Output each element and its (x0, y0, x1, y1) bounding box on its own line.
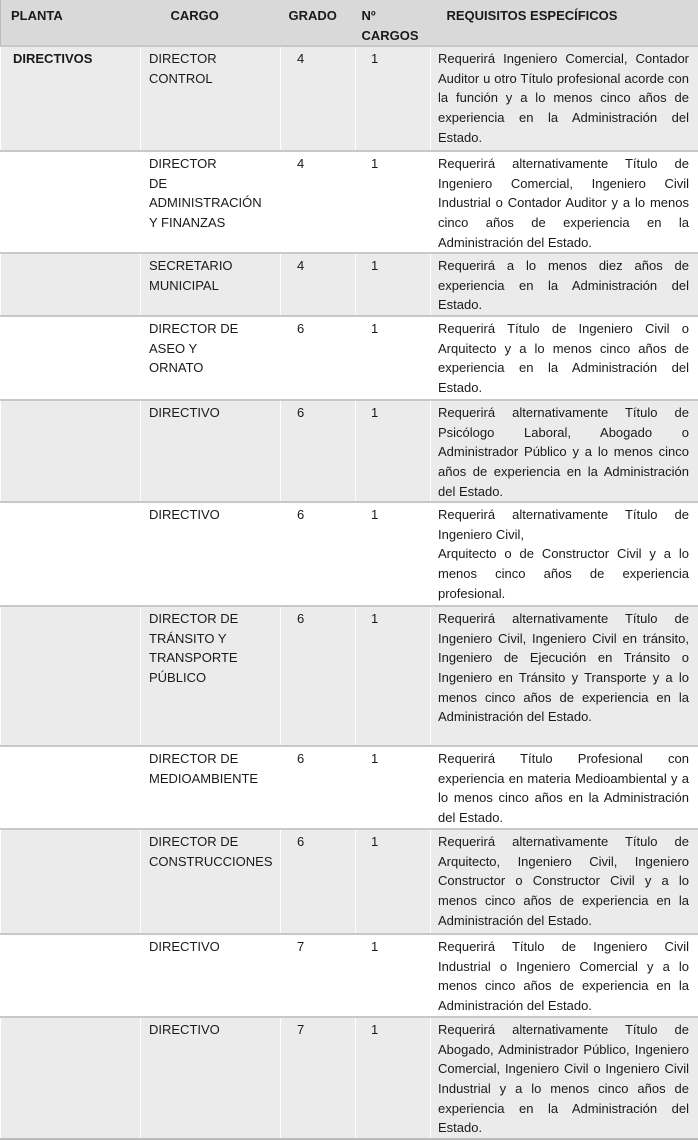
planta-cell (1, 934, 141, 1017)
table-row (1, 400, 698, 502)
table-row (1, 316, 698, 400)
planta-cell (1, 502, 141, 606)
cargo-cell: SECRETARIO MUNICIPAL (141, 253, 281, 316)
cargo-cell: DIRECTOR DE TRÁNSITO Y TRANSPORTE PÚBLICO (141, 606, 281, 746)
grado-cell: 6 (281, 829, 356, 934)
grado-cell: 4 (281, 253, 356, 316)
table-row (1, 502, 698, 606)
num-cargos-cell: 1 (356, 151, 431, 253)
header-grado: GRADO (281, 0, 356, 46)
header-planta: PLANTA (1, 0, 141, 46)
requisitos-cell: Requerirá Título de Ingeniero Civil o Arquitecto y a lo menos cinco años de experiencia en la Administración del Estado. (431, 316, 698, 400)
requisitos-cell: Requerirá Ingeniero Comercial, Contador Auditor u otro Título profesional acorde con la función y a lo menos cinco años de experiencia en la Administración del Estado. (431, 46, 698, 151)
table-row (1, 746, 698, 829)
grado-cell: 6 (281, 606, 356, 746)
grado-cell: 6 (281, 400, 356, 502)
planta-cell (1, 253, 141, 316)
grado-cell: 7 (281, 1017, 356, 1139)
cargo-cell: DIRECTIVO (141, 400, 281, 502)
header-row (1, 0, 698, 46)
table-row (1, 253, 698, 316)
requisitos-cell: Requerirá alternativamente Título de Ingeniero Comercial, Ingeniero Civil Industrial o Contador Auditor y a lo menos cinco años de experiencia en la Administración del Estado. (431, 151, 698, 253)
num-cargos-cell: 1 (356, 746, 431, 829)
num-cargos-cell: 1 (356, 606, 431, 746)
table-row (1, 151, 698, 253)
planta-cell (1, 746, 141, 829)
num-cargos-cell: 1 (356, 253, 431, 316)
table-row (1, 829, 698, 934)
table-row (1, 46, 698, 151)
requisitos-cell: Requerirá alternativamente Título de Psicólogo Laboral, Abogado o Administrador Público y a lo menos cinco años de experiencia en la Administración del Estado. (431, 400, 698, 502)
num-cargos-cell: 1 (356, 46, 431, 151)
header-requisitos: REQUISITOS ESPECÍFICOS (431, 0, 698, 46)
header-num-cargos: Nº CARGOS (356, 0, 431, 46)
grado-cell: 4 (281, 46, 356, 151)
table-row (1, 1017, 698, 1139)
num-cargos-cell: 1 (356, 934, 431, 1017)
num-cargos-cell: 1 (356, 1017, 431, 1139)
requisitos-cell: Requerirá a lo menos diez años de experiencia en la Administración del Estado. (431, 253, 698, 316)
num-cargos-cell: 1 (356, 400, 431, 502)
table-row (1, 606, 698, 746)
cargo-cell: DIRECTOR DE ADMINISTRACIÓN Y FINANZAS (141, 151, 281, 253)
num-cargos-cell: 1 (356, 829, 431, 934)
cargo-cell: DIRECTOR CONTROL (141, 46, 281, 151)
requisitos-cell: Requerirá alternativamente Título de Ingeniero Civil, Arquitecto o de Constructor Civil y a lo menos cinco años de experiencia profesional. (431, 502, 698, 606)
grado-cell: 6 (281, 502, 356, 606)
cargo-cell: DIRECTOR DE MEDIOAMBIENTE (141, 746, 281, 829)
requisitos-cell: Requerirá alternativamente Título de Ingeniero Civil, Ingeniero Civil en tránsito, Ingeniero de Ejecución en Tránsito o Ingeniero en Tránsito y Transporte y a lo menos cinco años de experiencia en la Administración del Estado. (431, 606, 698, 746)
planta-cell (1, 1017, 141, 1139)
cargo-cell: DIRECTOR DE CONSTRUCCIONES (141, 829, 281, 934)
planta-cell (1, 316, 141, 400)
grado-cell: 4 (281, 151, 356, 253)
requisitos-cell: Requerirá alternativamente Título de Abogado, Administrador Público, Ingeniero Comercial, Ingeniero Civil o Ingeniero Civil Industrial y a lo menos cinco años de experiencia en la Administración del Estado. (431, 1017, 698, 1139)
table-row (1, 934, 698, 1017)
planta-cell: DIRECTIVOS (1, 46, 141, 151)
cargo-cell: DIRECTIVO (141, 934, 281, 1017)
cargo-cell: DIRECTOR DE ASEO Y ORNATO (141, 316, 281, 400)
header-cargo: CARGO (141, 0, 281, 46)
grado-cell: 6 (281, 746, 356, 829)
planta-cell (1, 606, 141, 746)
planta-cell (1, 829, 141, 934)
requisitos-cell: Requerirá alternativamente Título de Arquitecto, Ingeniero Civil, Ingeniero Constructor o Constructor Civil y a lo menos cinco años de experiencia en la Administración del Estado. (431, 829, 698, 934)
requisitos-cell: Requerirá Título de Ingeniero Civil Industrial o Ingeniero Comercial y a lo menos cinco años de experiencia en la Administración del Estado. (431, 934, 698, 1017)
num-cargos-cell: 1 (356, 316, 431, 400)
cargo-cell: DIRECTIVO (141, 1017, 281, 1139)
planta-cell (1, 151, 141, 253)
grado-cell: 6 (281, 316, 356, 400)
cargo-cell: DIRECTIVO (141, 502, 281, 606)
grado-cell: 7 (281, 934, 356, 1017)
requisitos-cell: Requerirá Título Profesional con experiencia en materia Medioambiental y a lo menos cinco años en la Administración del Estado. (431, 746, 698, 829)
num-cargos-cell: 1 (356, 502, 431, 606)
planta-cell (1, 400, 141, 502)
